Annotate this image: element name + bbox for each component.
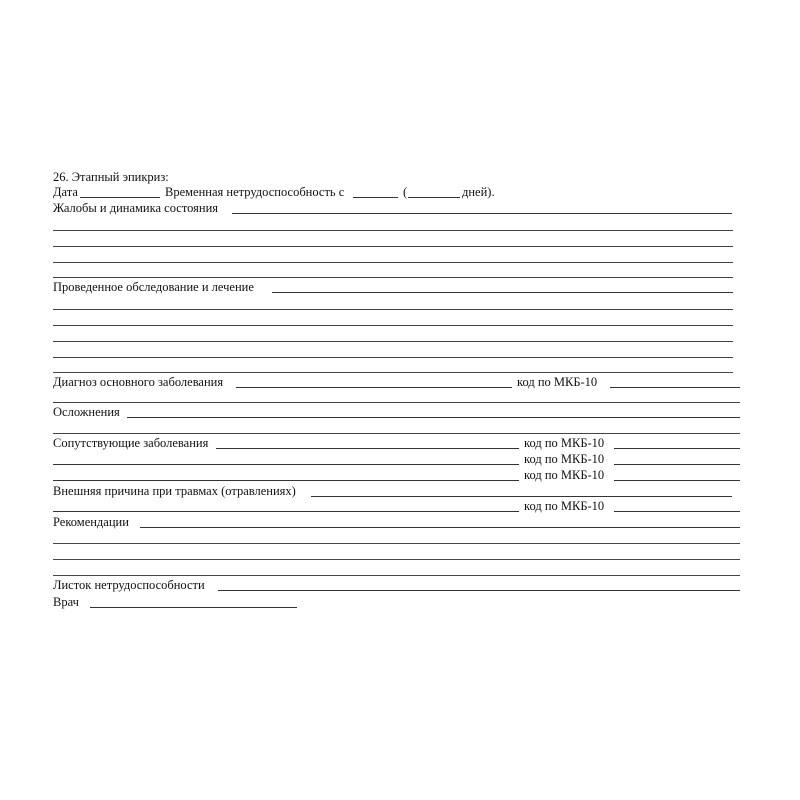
section-title: 26. Этапный эпикриз:: [53, 170, 169, 184]
exam-line[interactable]: [53, 372, 733, 373]
complaints-label: Жалобы и динамика состояния: [53, 201, 219, 215]
complications-line[interactable]: [53, 433, 740, 434]
icd-field[interactable]: [614, 464, 740, 465]
date-label: Дата: [53, 185, 78, 199]
main-diagnosis-field[interactable]: [236, 387, 512, 388]
exam-field[interactable]: [272, 292, 733, 293]
icd-field[interactable]: [614, 480, 740, 481]
icd-label: код по МКБ-10: [524, 468, 605, 482]
complaints-line[interactable]: [53, 230, 733, 231]
exam-label: Проведенное обследование и лечение: [53, 280, 254, 294]
recommendations-line[interactable]: [53, 543, 740, 544]
complications-field[interactable]: [127, 417, 740, 418]
sick-leave-field[interactable]: [218, 590, 740, 591]
complications-label: Осложнения: [53, 405, 120, 419]
icd-label: код по МКБ-10: [524, 436, 605, 450]
disability-start-field[interactable]: [353, 197, 398, 198]
complaints-field[interactable]: [232, 213, 732, 214]
icd-label: код по МКБ-10: [524, 452, 605, 466]
comorbid-field[interactable]: [216, 448, 519, 449]
comorbid-line[interactable]: [53, 480, 519, 481]
exam-line[interactable]: [53, 325, 733, 326]
comorbid-label: Сопутствующие заболевания: [53, 436, 209, 450]
days-label: дней).: [462, 185, 495, 199]
doctor-signature-field[interactable]: [90, 607, 297, 608]
exam-line[interactable]: [53, 341, 733, 342]
days-count-field[interactable]: [408, 197, 460, 198]
icd-field[interactable]: [614, 448, 740, 449]
exam-line[interactable]: [53, 357, 733, 358]
complaints-line[interactable]: [53, 277, 733, 278]
recommendations-field[interactable]: [140, 527, 740, 528]
icd-label: код по МКБ-10: [524, 499, 605, 513]
icd-field[interactable]: [614, 511, 740, 512]
date-field[interactable]: [80, 197, 160, 198]
external-cause-label: Внешняя причина при травмах (отравлениях): [53, 484, 296, 498]
recommendations-line[interactable]: [53, 575, 740, 576]
icd-label: код по МКБ-10: [517, 375, 598, 389]
sick-leave-label: Листок нетрудоспособности: [53, 578, 205, 592]
recommendations-label: Рекомендации: [53, 515, 129, 529]
main-diagnosis-line[interactable]: [53, 402, 740, 403]
external-cause-field[interactable]: [311, 496, 732, 497]
doctor-label: Врач: [53, 595, 79, 609]
complaints-line[interactable]: [53, 246, 733, 247]
main-diagnosis-label: Диагноз основного заболевания: [53, 375, 224, 389]
complaints-line[interactable]: [53, 262, 733, 263]
days-open-paren: (: [403, 185, 408, 199]
comorbid-line[interactable]: [53, 464, 519, 465]
external-cause-line[interactable]: [53, 511, 519, 512]
recommendations-line[interactable]: [53, 559, 740, 560]
icd-field[interactable]: [610, 387, 740, 388]
exam-line[interactable]: [53, 309, 733, 310]
disability-label: Временная нетрудоспособность с: [165, 185, 345, 199]
